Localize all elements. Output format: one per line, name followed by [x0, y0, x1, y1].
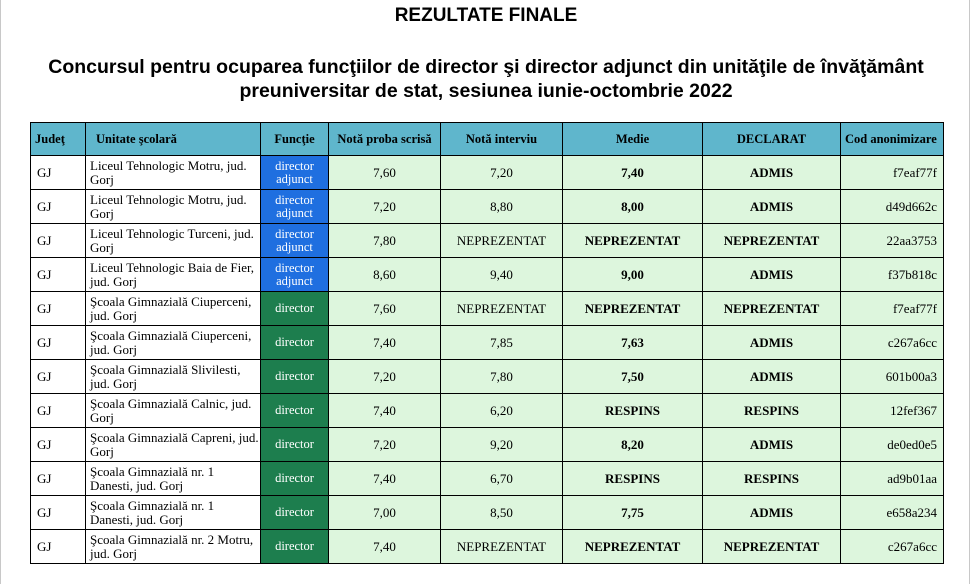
- cell-unitate: Şcoala Gimnazială Calnic, jud. Gorj: [86, 394, 261, 428]
- cell-judet: GJ: [31, 224, 86, 258]
- table-row: [31, 428, 944, 462]
- cell-judet: GJ: [31, 428, 86, 462]
- cell-nota-interviu: 9,20: [441, 428, 563, 462]
- cell-nota-scrisa: 7,20: [329, 190, 441, 224]
- cell-nota-scrisa: 7,80: [329, 224, 441, 258]
- header-functie: Funcţie: [261, 123, 329, 156]
- cell-judet: GJ: [31, 326, 86, 360]
- cell-unitate: Liceul Tehnologic Baia de Fier, jud. Gorj: [86, 258, 261, 292]
- cell-cod: c267a6cc: [841, 530, 944, 564]
- cell-medie: 7,40: [563, 156, 703, 190]
- table-row: [31, 190, 944, 224]
- cell-nota-interviu: 9,40: [441, 258, 563, 292]
- cell-functie: director: [261, 462, 329, 496]
- cell-functie: director: [261, 292, 329, 326]
- cell-nota-scrisa: 7,20: [329, 360, 441, 394]
- header-declarat: DECLARAT: [703, 123, 841, 156]
- cell-declarat: NEPREZENTAT: [703, 530, 841, 564]
- cell-nota-scrisa: 7,40: [329, 530, 441, 564]
- cell-nota-interviu: 8,80: [441, 190, 563, 224]
- cell-functie: director adjunct: [261, 190, 329, 224]
- cell-functie: director: [261, 360, 329, 394]
- cell-unitate: Şcoala Gimnazială Slivilesti, jud. Gorj: [86, 360, 261, 394]
- cell-declarat: ADMIS: [703, 428, 841, 462]
- cell-judet: GJ: [31, 190, 86, 224]
- cell-judet: GJ: [31, 530, 86, 564]
- header-nota-scrisa: Notă proba scrisă: [329, 123, 441, 156]
- table-row: [31, 224, 944, 258]
- cell-declarat: ADMIS: [703, 496, 841, 530]
- table-row: [31, 496, 944, 530]
- cell-medie: NEPREZENTAT: [563, 530, 703, 564]
- cell-medie: 7,75: [563, 496, 703, 530]
- cell-declarat: RESPINS: [703, 394, 841, 428]
- cell-unitate: Şcoala Gimnazială Ciuperceni, jud. Gorj: [86, 326, 261, 360]
- cell-declarat: NEPREZENTAT: [703, 224, 841, 258]
- cell-functie: director: [261, 326, 329, 360]
- cell-declarat: ADMIS: [703, 258, 841, 292]
- page-subtitle: [31, 55, 941, 103]
- cell-nota-interviu: 7,20: [441, 156, 563, 190]
- cell-nota-scrisa: 8,60: [329, 258, 441, 292]
- cell-functie: director adjunct: [261, 258, 329, 292]
- cell-unitate: Liceul Tehnologic Motru, jud. Gorj: [86, 156, 261, 190]
- cell-medie: 9,00: [563, 258, 703, 292]
- cell-nota-interviu: NEPREZENTAT: [441, 292, 563, 326]
- cell-medie: NEPREZENTAT: [563, 224, 703, 258]
- cell-nota-scrisa: 7,40: [329, 462, 441, 496]
- cell-nota-interviu: 7,85: [441, 326, 563, 360]
- cell-cod: 22aa3753: [841, 224, 944, 258]
- table-header-row: [31, 123, 944, 156]
- table-row: [31, 462, 944, 496]
- cell-declarat: ADMIS: [703, 360, 841, 394]
- cell-unitate: Şcoala Gimnazială nr. 1 Danesti, jud. Gorj: [86, 496, 261, 530]
- cell-nota-interviu: NEPREZENTAT: [441, 224, 563, 258]
- cell-functie: director: [261, 530, 329, 564]
- cell-judet: GJ: [31, 156, 86, 190]
- cell-nota-scrisa: 7,00: [329, 496, 441, 530]
- cell-cod: e658a234: [841, 496, 944, 530]
- table-row: [31, 258, 944, 292]
- cell-nota-scrisa: 7,40: [329, 394, 441, 428]
- cell-cod: f37b818c: [841, 258, 944, 292]
- cell-declarat: ADMIS: [703, 156, 841, 190]
- subtitle-line-2: preuniversitar de stat, sesiunea iunie-octombrie 2022: [239, 80, 733, 102]
- cell-functie: director: [261, 428, 329, 462]
- cell-judet: GJ: [31, 394, 86, 428]
- results-table: [30, 122, 944, 564]
- cell-judet: GJ: [31, 292, 86, 326]
- header-nota-interviu: Notă interviu: [441, 123, 563, 156]
- cell-unitate: Şcoala Gimnazială Ciuperceni, jud. Gorj: [86, 292, 261, 326]
- cell-declarat: ADMIS: [703, 190, 841, 224]
- cell-declarat: ADMIS: [703, 326, 841, 360]
- cell-nota-scrisa: 7,40: [329, 326, 441, 360]
- cell-cod: ad9b01aa: [841, 462, 944, 496]
- header-medie: Medie: [563, 123, 703, 156]
- table-row: [31, 360, 944, 394]
- cell-unitate: Liceul Tehnologic Turceni, jud. Gorj: [86, 224, 261, 258]
- cell-judet: GJ: [31, 258, 86, 292]
- cell-nota-scrisa: 7,20: [329, 428, 441, 462]
- cell-nota-interviu: 8,50: [441, 496, 563, 530]
- cell-functie: director: [261, 394, 329, 428]
- cell-nota-interviu: 6,70: [441, 462, 563, 496]
- header-judet: Judeţ: [31, 123, 86, 156]
- cell-judet: GJ: [31, 462, 86, 496]
- cell-unitate: Şcoala Gimnazială nr. 1 Danesti, jud. Gorj: [86, 462, 261, 496]
- subtitle-line-1: Concursul pentru ocuparea funcţiilor de director şi director adjunct din unităţile de învăţământ: [48, 56, 924, 78]
- cell-nota-interviu: 7,80: [441, 360, 563, 394]
- table-row: [31, 292, 944, 326]
- page-title: REZULTATE FINALE: [394, 5, 578, 26]
- cell-cod: 601b00a3: [841, 360, 944, 394]
- cell-cod: c267a6cc: [841, 326, 944, 360]
- table-row: [31, 530, 944, 564]
- cell-medie: 7,63: [563, 326, 703, 360]
- cell-functie: director adjunct: [261, 224, 329, 258]
- cell-nota-scrisa: 7,60: [329, 292, 441, 326]
- cell-declarat: RESPINS: [703, 462, 841, 496]
- cell-declarat: NEPREZENTAT: [703, 292, 841, 326]
- cell-cod: d49d662c: [841, 190, 944, 224]
- cell-cod: de0ed0e5: [841, 428, 944, 462]
- table-row: [31, 394, 944, 428]
- cell-nota-interviu: NEPREZENTAT: [441, 530, 563, 564]
- cell-functie: director: [261, 496, 329, 530]
- cell-nota-scrisa: 7,60: [329, 156, 441, 190]
- header-cod: Cod anonimizare: [841, 123, 944, 156]
- cell-medie: RESPINS: [563, 462, 703, 496]
- cell-medie: RESPINS: [563, 394, 703, 428]
- cell-unitate: Liceul Tehnologic Motru, jud. Gorj: [86, 190, 261, 224]
- cell-cod: 12fef367: [841, 394, 944, 428]
- cell-medie: 8,20: [563, 428, 703, 462]
- cell-judet: GJ: [31, 360, 86, 394]
- cell-unitate: Şcoala Gimnazială Capreni, jud. Gorj: [86, 428, 261, 462]
- cell-medie: NEPREZENTAT: [563, 292, 703, 326]
- cell-medie: 7,50: [563, 360, 703, 394]
- table-row: [31, 156, 944, 190]
- cell-judet: GJ: [31, 496, 86, 530]
- header-unitate: Unitate şcolară: [86, 123, 261, 156]
- cell-cod: f7eaf77f: [841, 156, 944, 190]
- cell-unitate: Şcoala Gimnazială nr. 2 Motru, jud. Gorj: [86, 530, 261, 564]
- cell-medie: 8,00: [563, 190, 703, 224]
- cell-functie: director adjunct: [261, 156, 329, 190]
- table-row: [31, 326, 944, 360]
- cell-nota-interviu: 6,20: [441, 394, 563, 428]
- cell-cod: f7eaf77f: [841, 292, 944, 326]
